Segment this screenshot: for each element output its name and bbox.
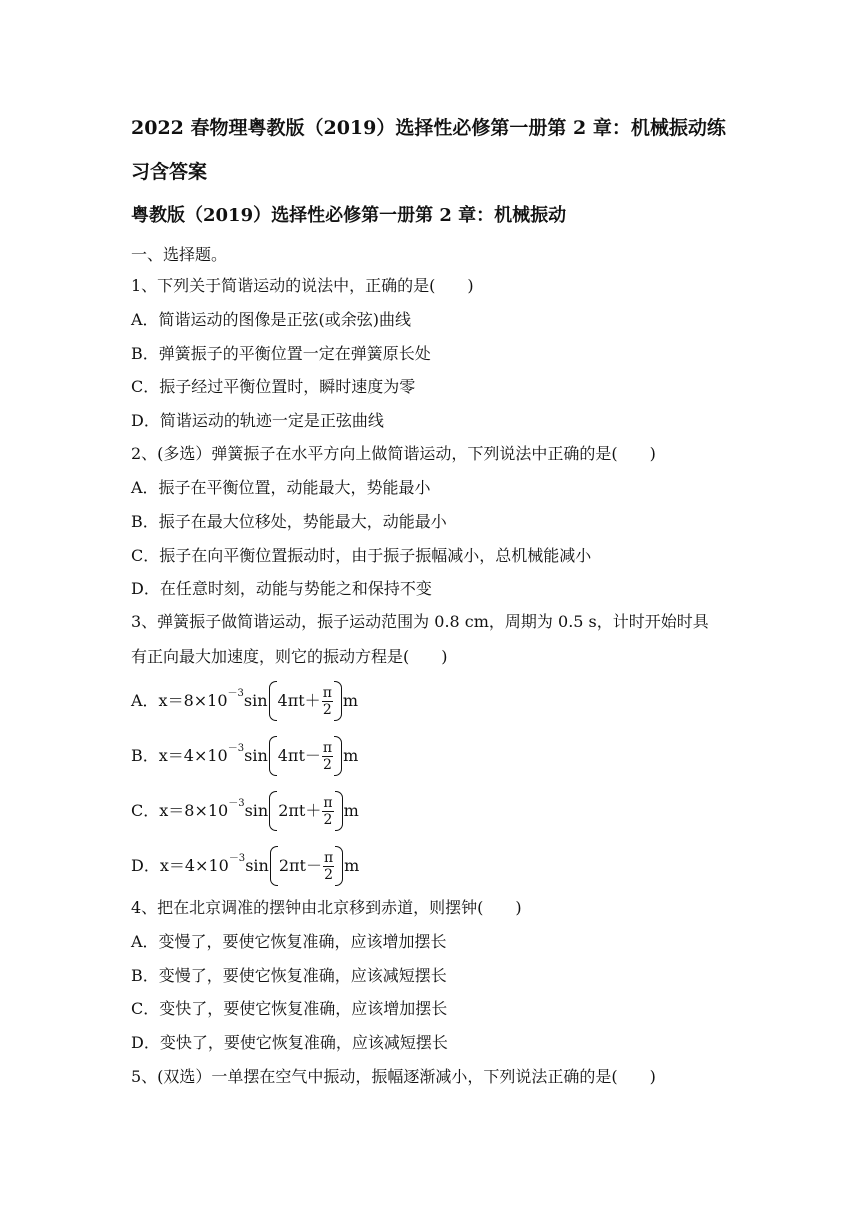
question-2-option-d: D．在任意时刻，动能与势能之和保持不变	[131, 579, 432, 598]
question-1-option-a: A．简谐运动的图像是正弦(或余弦)曲线	[131, 310, 412, 329]
document-title-line-2: 习含答案	[131, 161, 208, 183]
question-3-stem-line-1: 3、弹簧振子做简谐运动，振子运动范围为 0.8 cm，周期为 0.5 s，计时开始时具	[131, 612, 709, 631]
document-subtitle: 粤教版（2019）选择性必修第一册第 2 章：机械振动	[131, 205, 567, 226]
document-title-line-1: 2022 春物理粤教版（2019）选择性必修第一册第 2 章：机械振动练	[131, 117, 726, 139]
question-2-option-a: A．振子在平衡位置，动能最大，势能最小	[131, 478, 431, 497]
question-4-option-b: B．变慢了，要使它恢复准确，应该减短摆长	[131, 966, 447, 985]
question-2-option-b: B．振子在最大位移处，势能最大，动能最小	[131, 512, 447, 531]
question-3-option-d: D．x＝4×10 －3 sin 2πt－ $\frac{\pi}{2}$ m	[131, 846, 359, 886]
question-3-option-a: A．x＝8×10 －3 sin 4πt＋ $\frac{\pi}{2}$ m	[131, 681, 358, 721]
question-3-stem-line-2: 有正向最大加速度，则它的振动方程是( )	[131, 647, 448, 666]
question-4-option-c: C．变快了，要使它恢复准确，应该增加摆长	[131, 999, 448, 1018]
question-4-stem: 4、把在北京调准的摆钟由北京移到赤道，则摆钟( )	[131, 898, 522, 917]
question-1-option-c: C．振子经过平衡位置时，瞬时速度为零	[131, 377, 416, 396]
question-4-option-a: A．变慢了，要使它恢复准确，应该增加摆长	[131, 932, 447, 951]
section-heading: 一、选择题。	[131, 245, 228, 264]
question-1-stem: 1、下列关于简谐运动的说法中，正确的是( )	[131, 276, 474, 295]
question-1-option-d: D．简谐运动的轨迹一定是正弦曲线	[131, 411, 384, 430]
question-2-stem: 2、(多选）弹簧振子在水平方向上做简谐运动，下列说法中正确的是( )	[131, 444, 656, 463]
question-2-option-c: C．振子在向平衡位置振动时，由于振子振幅减小，总机械能减小	[131, 546, 592, 565]
question-3-option-c: C．x＝8×10 －3 sin 2πt＋ $\frac{\pi}{2}$ m	[131, 791, 359, 831]
question-3-option-b: B．x＝4×10 －3 sin 4πt－ $\frac{\pi}{2}$ m	[131, 736, 358, 776]
question-1-option-b: B．弹簧振子的平衡位置一定在弹簧原长处	[131, 344, 431, 363]
question-4-option-d: D．变快了，要使它恢复准确，应该减短摆长	[131, 1033, 448, 1052]
question-5-stem: 5、(双选）一单摆在空气中振动，振幅逐渐减小，下列说法正确的是( )	[131, 1067, 656, 1086]
